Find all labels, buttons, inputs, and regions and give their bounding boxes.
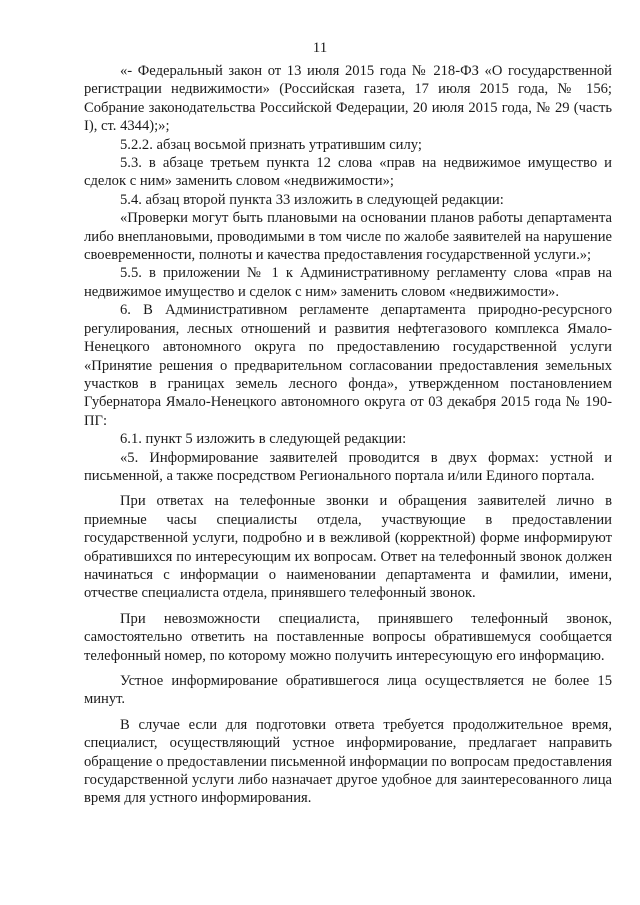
paragraph-oral-duration: Устное информирование обратившегося лица осуществляется не более 15 минут. [84,673,612,708]
paragraph-5-4: 5.4. абзац второй пункта 33 изложить в следующей редакции: [120,191,504,208]
page-number: 11 [312,40,328,56]
paragraph-impossibility: При невозможности специалиста, принявшего телефонный звонок, самостоятельно ответить на поставленные вопросы обратившемуся сообщается телефонный номер, по которому можно получить интересующую его информацию. [84,610,612,664]
paragraph-inspections-quote: «Проверки могут быть плановыми на основании планов работы департамента либо внеплановыми, проводимыми в том числе по жалобе заявителей на нарушение своевременности, полноты и качества предоставления государственной услуги.»; [84,210,612,264]
paragraph-item-5-quote: «5. Информирование заявителей проводится в двух формах: устной и письменной, а также посредством Регионального портала и/или Единого портала. [84,449,612,484]
paragraph-5-5: 5.5. в приложении № 1 к Административному регламенту слова «прав на недвижимое имущество и сделок с ним» заменить словом «недвижимости». [84,265,612,300]
paragraph-6-1: 6.1. пункт 5 изложить в следующей редакции: [120,431,407,448]
paragraph-law-reference: «- Федеральный закон от 13 июля 2015 года № 218-ФЗ «О государственной регистрации недвижимости» (Российская газета, 17 июля 2015 года, № 156; Собрание законодательства Российской Федерации, 20 июля 2015 года, № 29 (часть I), ст. 4344);»; [84,63,612,135]
document-body [84,62,612,808]
paragraph-5-2-2: 5.2.2. абзац восьмой признать утратившим силу; [120,136,422,153]
paragraph-6: 6. В Административном регламенте департамента природно-ресурсного регулирования, лесных отношений и развития нефтегазового комплекса Ямало-Ненецкого автономного округа по предоставлению государственной услуги «Принятие решения о предварительном согласовании предоставления земельных участков в границах земель лесного фонда», утвержденном постановлением Губернатора Ямало-Ненецкого автономного округа от 03 декабря 2015 года № 190-ПГ: [84,302,612,429]
paragraph-long-preparation: В случае если для подготовки ответа требуется продолжительное время, специалист, осуществляющий устное информирование, предлагает направить обращение о предоставлении письменной информации по вопросам предоставления государственной услуги либо назначает другое удобное для заинтересованного лица время для устного информирования. [84,716,612,807]
paragraph-5-3: 5.3. в абзаце третьем пункта 12 слова «прав на недвижимое имущество и сделок с ним» заменить словом «недвижимости»; [84,155,612,190]
paragraph-phone-answers: При ответах на телефонные звонки и обращения заявителей лично в приемные часы специалисты отдела, участвующие в предоставлении государственной услуги, подробно и в вежливой (корректной) форме информируют обратившихся по интересующим их вопросам. Ответ на телефонный звонок должен начинаться с информации о наименовании департамента и фамилии, имени, отчестве специалиста отдела, принявшего телефонный звонок. [84,493,612,602]
